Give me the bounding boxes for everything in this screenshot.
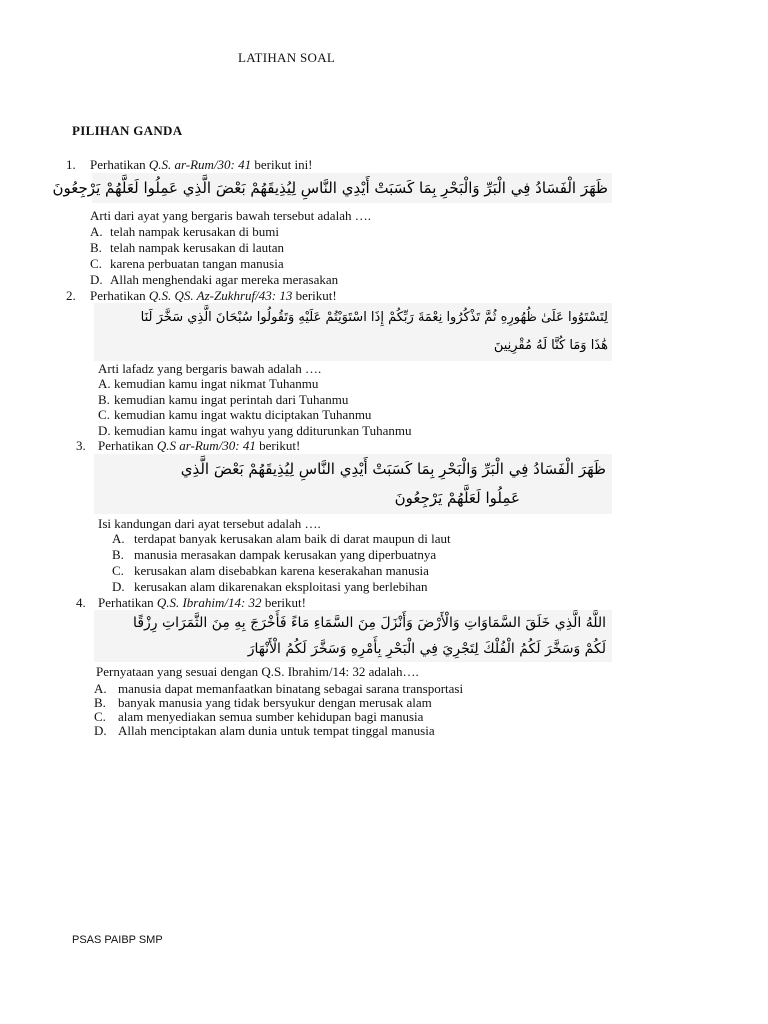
question-3-number: 3. <box>76 438 86 453</box>
question-4-option-a-letter: A. <box>94 681 107 696</box>
question-3-option-b: manusia merasakan dampak kerusakan yang diperbuatnya <box>134 547 437 562</box>
question-3-prompt <box>98 438 300 453</box>
question-3-option-a-letter: A. <box>112 531 125 546</box>
question-3-text: Isi kandungan dari ayat tersebut adalah …. <box>98 516 321 531</box>
question-1-option-c: karena perbuatan tangan manusia <box>110 256 284 271</box>
question-3-option-a: terdapat banyak kerusakan alam baik di darat maupun di laut <box>134 531 451 546</box>
question-1-number: 1. <box>66 157 76 172</box>
question-2-option-b: kemudian kamu ingat perintah dari Tuhanmu <box>114 392 349 407</box>
question-2-number: 2. <box>66 288 76 303</box>
question-3-arabic-line-2: عَمِلُوا لَعَلَّهُمْ يَرْجِعُونَ <box>394 489 520 507</box>
question-4-text: Pernyataan yang sesuai dengan Q.S. Ibrahim/14: 32 adalah…. <box>96 664 419 679</box>
question-1-option-a-letter: A. <box>90 224 103 239</box>
question-3-arabic-line-1: ظَهَرَ الْفَسَادُ فِي الْبَرِّ وَالْبَحْرِ بِمَا كَسَبَتْ أَيْدِي النَّاسِ لِيُذِيقَهُمْ بَعْضَ الَّذِي <box>180 460 606 478</box>
question-4-number: 4. <box>76 595 86 610</box>
question-2-option-d-letter: D. <box>98 423 111 438</box>
question-1-prompt-post: berikut ini! <box>251 157 313 172</box>
question-4-prompt-post: berikut! <box>261 595 306 610</box>
question-1-arabic-block <box>52 173 612 203</box>
section-heading: PILIHAN GANDA <box>72 123 183 138</box>
question-1-text: Arti dari ayat yang bergaris bawah tersebut adalah …. <box>90 208 371 223</box>
question-1-option-a: telah nampak kerusakan di bumi <box>110 224 279 239</box>
question-3-option-d-letter: D. <box>112 579 125 594</box>
question-1-ref: Q.S. ar-Rum/30: 41 <box>148 157 252 172</box>
question-1-option-d-letter: D. <box>90 272 103 287</box>
question-4-arabic-line-1: اللَّهُ الَّذِي خَلَقَ السَّمَاوَاتِ وَالْأَرْضَ وَأَنْزَلَ مِنَ السَّمَاءِ مَاءً فَأَخْرَجَ بِهِ مِنَ الثَّمَرَاتِ رِزْقًا <box>133 615 606 631</box>
question-3-arabic-block <box>94 454 612 514</box>
question-1-option-d: Allah menghendaki agar mereka merasakan <box>110 272 339 287</box>
question-2-prompt <box>90 288 337 303</box>
question-2-option-d: kemudian kamu ingat wahyu yang dditurunkan Tuhanmu <box>114 423 412 438</box>
question-4-option-a: manusia dapat memanfaatkan binatang sebagai sarana transportasi <box>118 681 464 696</box>
question-1-prompt-pre: Perhatikan <box>90 157 149 172</box>
question-2-option-a: kemudian kamu ingat nikmat Tuhanmu <box>114 376 319 391</box>
question-4-option-c-letter: C. <box>94 709 106 724</box>
question-4-prompt <box>98 595 306 610</box>
question-4-ref: Q.S. Ibrahim/14: 32 <box>156 595 262 610</box>
question-3-option-c-letter: C. <box>112 563 124 578</box>
question-3-prompt-pre: Perhatikan <box>98 438 157 453</box>
question-3-option-d: kerusakan alam dikarenakan eksploitasi yang berlebihan <box>134 579 428 594</box>
question-4-option-b-letter: B. <box>94 695 106 710</box>
question-2-ref: Q.S. QS. Az-Zukhruf/43: 13 <box>148 288 293 303</box>
question-1-option-b-letter: B. <box>90 240 102 255</box>
page-title: LATIHAN SOAL <box>238 50 336 65</box>
question-1-prompt <box>90 157 313 172</box>
question-3-ref: Q.S ar-Rum/30: 41 <box>156 438 256 453</box>
question-2-arabic-line-2: هَٰذَا وَمَا كُنَّا لَهُ مُقْرِنِينَ <box>493 338 608 353</box>
question-4-option-c: alam menyediakan semua sumber kehidupan bagi manusia <box>118 709 424 724</box>
question-4-option-d-letter: D. <box>94 723 107 738</box>
question-2-option-c-letter: C. <box>98 407 110 422</box>
question-1-option-c-letter: C. <box>90 256 102 271</box>
question-2-prompt-pre: Perhatikan <box>90 288 149 303</box>
question-4-prompt-pre: Perhatikan <box>98 595 157 610</box>
question-4-arabic-line-2: لَكُمْ وَسَخَّرَ لَكُمُ الْفُلْكَ لِتَجْرِيَ فِي الْبَحْرِ بِأَمْرِهِ وَسَخَّرَ لَكُمُ الْأَنْهَارَ <box>247 641 606 657</box>
question-2-arabic-block <box>94 303 612 361</box>
question-4-arabic-block <box>94 610 612 662</box>
question-2-arabic-line-1: لِتَسْتَوُوا عَلَىٰ ظُهُورِهِ ثُمَّ تَذْكُرُوا نِعْمَةَ رَبِّكُمْ إِذَا اسْتَوَيْتُمْ عَلَيْهِ وَتَقُولُوا سُبْحَانَ الَّذِي سَخَّرَ لَنَا <box>140 310 608 325</box>
question-1-option-b: telah nampak kerusakan di lautan <box>110 240 284 255</box>
question-3-option-c: kerusakan alam disebabkan karena keserakahan manusia <box>134 563 429 578</box>
question-4-option-b: banyak manusia yang tidak bersyukur dengan merusak alam <box>118 695 432 710</box>
question-3-option-b-letter: B. <box>112 547 124 562</box>
question-2-option-a-letter: A. <box>98 376 111 391</box>
question-3-prompt-post: berikut! <box>255 438 301 453</box>
page-footer: PSAS PAIBP SMP <box>72 934 163 946</box>
question-1-arabic-line-1: ظَهَرَ الْفَسَادُ فِي الْبَرِّ وَالْبَحْرِ بِمَا كَسَبَتْ أَيْدِي النَّاسِ لِيُذِيقَهُمْ بَعْضَ الَّذِي عَمِلُوا لَعَلَّهُمْ يَرْجِعُونَ <box>52 179 608 197</box>
question-2-prompt-post: berikut! <box>292 288 337 303</box>
question-4-option-d: Allah menciptakan alam dunia untuk tempat tinggal manusia <box>118 723 435 738</box>
question-2-text: Arti lafadz yang bergaris bawah adalah …. <box>98 361 322 376</box>
question-2-option-b-letter: B. <box>98 392 110 407</box>
question-2-option-c: kemudian kamu ingat waktu diciptakan Tuhanmu <box>114 407 372 422</box>
